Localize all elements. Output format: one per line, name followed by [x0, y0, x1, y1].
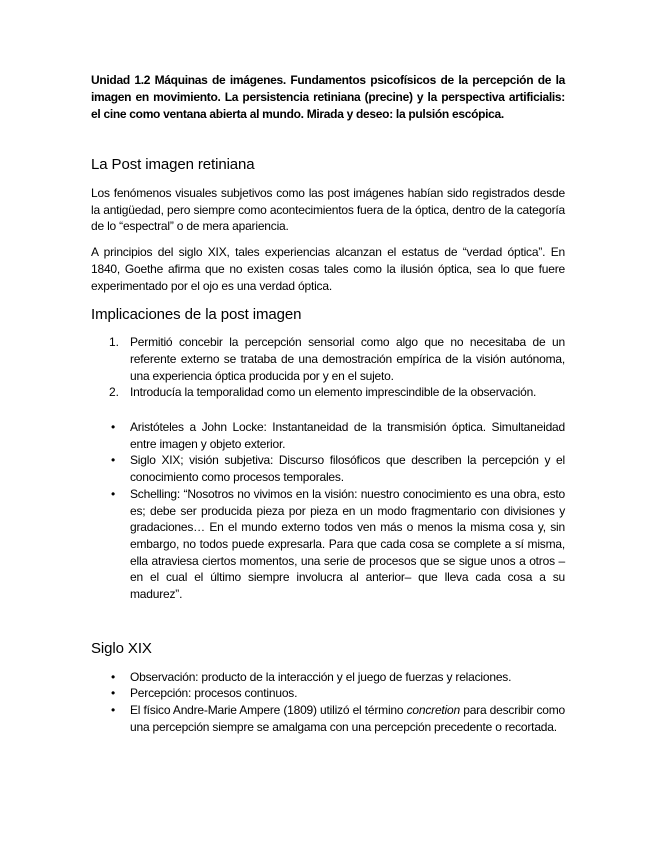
list-item	[91, 685, 565, 702]
list-item-text	[130, 702, 565, 735]
bullet-icon: •	[111, 453, 116, 468]
list-item	[91, 486, 565, 603]
list-item	[91, 702, 565, 735]
bullet-icon: •	[111, 669, 116, 684]
text-segment: para describir como una percepción siempre se amalgama con una percepción precedente o recortada.	[130, 703, 565, 734]
section-heading-post-imagen: La Post imagen retiniana	[91, 156, 255, 173]
section-heading-implicaciones: Implicaciones de la post imagen	[91, 306, 302, 324]
bullet-icon: •	[111, 686, 116, 701]
paragraph-1: Los fenómenos visuales subjetivos como las post imágenes habían sido registrados desde la antigüedad, pero siempre como acontecimientos fuera de la óptica, dentro de la categoría de lo “espectral” o de mera apariencia.	[91, 186, 565, 234]
list-item-text: Introducía la temporalidad como un elemento imprescindible de la observación.	[130, 385, 537, 400]
list-item-text: Permitió concebir la percepción sensorial como algo que no necesitaba de un referente externo se trataba de una demostración empírica de la visión autónoma, una experiencia óptica producida por y en el sujeto.	[130, 335, 565, 383]
list-item	[91, 384, 565, 401]
section-heading-siglo-xix: Siglo XIX	[91, 639, 152, 657]
paragraph-2: A principios del siglo XIX, tales experiencias alcanzan el estatus de “verdad óptica”. En 1840, Goethe afirma que no existen cosas tales como la ilusión óptica, sea lo que fuere experimentado por el ojo es una verdad óptica.	[91, 245, 565, 293]
bullet-list-implicaciones	[91, 419, 565, 603]
list-item-text: Aristóteles a John Locke: Instantaneidad de la transmisión óptica. Simultaneidad entre imagen y objeto exterior.	[130, 420, 565, 451]
list-number: 2.	[109, 385, 120, 400]
emphasis-concretion: concretion	[406, 703, 460, 718]
document-title: Unidad 1.2 Máquinas de imágenes. Fundamentos psicofísicos de la percepción de la imagen en movimiento. La persistencia retiniana (precine) y la perspectiva artificialis: el cine como ventana abierta al mundo. Mirada y deseo: la pulsión escópica.	[91, 73, 565, 121]
bullet-icon: •	[111, 486, 116, 501]
list-item	[91, 334, 565, 384]
list-item-text: Schelling: “Nosotros no vivimos en la visión: nuestro conocimiento es una obra, esto es; debe ser producida pieza por pieza en un modo fragmentario con divisiones y gradaciones… En el mundo externo todos ven más o menos la misma cosa y, sin embargo, no todos puede expresarla. Para que cada cosa se complete a sí misma, ella atraviesa ciertos momentos, una serie de procesos que se sigue unos a otros –en el cual el último siempre involucra al anterior– que lleva cada cosa a su madurez”.	[130, 486, 565, 602]
bullet-icon: •	[111, 420, 116, 435]
list-item	[91, 669, 565, 686]
bullet-icon: •	[111, 703, 116, 718]
list-item	[91, 452, 565, 485]
list-number: 1.	[109, 335, 120, 350]
numbered-list	[91, 334, 565, 401]
list-item-text: Percepción: procesos continuos.	[130, 686, 298, 701]
list-item-text: Observación: producto de la interacción y el juego de fuerzas y relaciones.	[130, 669, 512, 684]
list-item-text: Siglo XIX; visión subjetiva: Discurso filosóficos que describen la percepción y el conocimiento como procesos temporales.	[130, 453, 565, 485]
bullet-list-siglo-xix	[91, 669, 565, 736]
text-segment: El físico Andre-Marie Ampere (1809) utilizó el término	[130, 703, 407, 718]
list-item	[91, 419, 565, 452]
